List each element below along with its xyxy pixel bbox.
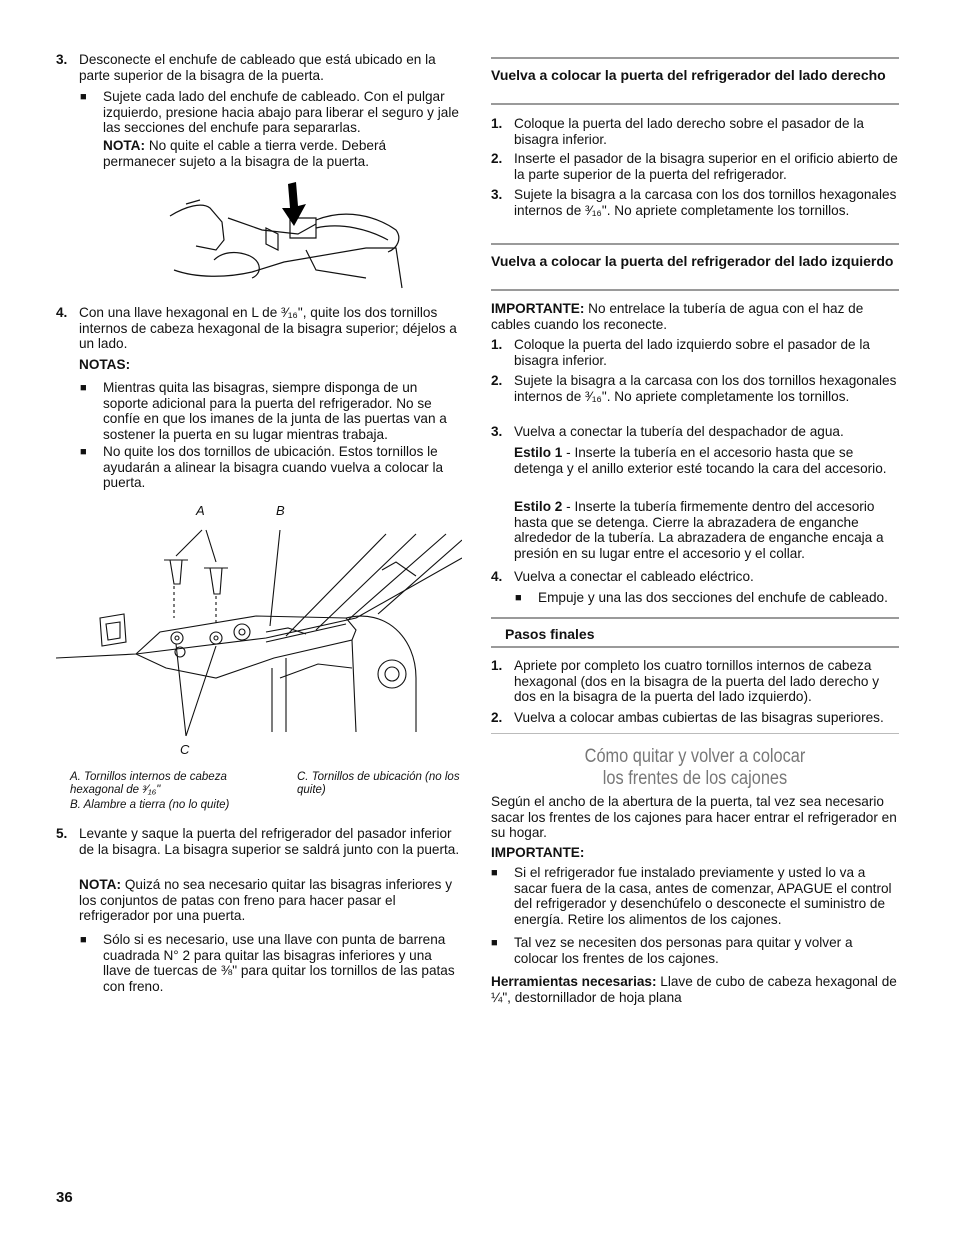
caption-c: C. Tornillos de ubicación (no los quite) <box>297 771 460 796</box>
arrow-down-icon <box>282 182 306 226</box>
figure-label-c: C <box>180 742 190 757</box>
bullet-text: No quite los dos tornillos de ubicación. Estos tornillos le ayudarán a alinear la bisagra cuando vuelva a colocar la puerta. <box>103 444 444 491</box>
figure-label-b: B <box>276 503 285 518</box>
section-rule <box>491 57 899 59</box>
hinge-diagram <box>56 518 462 740</box>
step-text: Levante y saque la puerta del refrigerador del pasador inferior de la bisagra. La bisagra superior se saldrá junto con la puerta. <box>79 826 460 857</box>
section-rule <box>491 103 899 105</box>
section-heading: Vuelva a colocar la puerta del refrigerador del lado izquierdo <box>491 253 894 269</box>
note-text: No quite el cable a tierra verde. Deberá permanecer sujeto a la bisagra de la puerta. <box>103 138 387 169</box>
bullet-text: Sujete cada lado del enchufe de cableado. Con el pulgar izquierdo, presione hacia abajo para liberar el seguro y jale las secciones del enchufe para separarlas. <box>103 89 459 136</box>
bullet-icon: ■ <box>80 91 87 103</box>
section-rule <box>491 243 899 245</box>
caption-b: B. Alambre a tierra (no lo quite) <box>70 799 230 811</box>
note-label: NOTA: <box>103 138 146 153</box>
caption-a: A. Tornillos internos de cabeza hexagonal de ³⁄₁₆" <box>70 771 227 796</box>
note-label: NOTA: <box>79 877 122 892</box>
note-text: Quizá no sea necesario quitar las bisagras inferiores y los conjuntos de patas con freno para hacer pasar el refrigerador por una puerta. <box>79 877 452 924</box>
section-heading: Vuelva a colocar la puerta del refrigerador del lado derecho <box>491 67 886 83</box>
bullet-text: Sólo si es necesario, use una llave con punta de barrena cuadrada N° 2 para quitar las bisagras inferiores y una llave de tuercas de ⅜" para quitar los tornillos de las patas con freno. <box>103 932 455 994</box>
step-number: 4. <box>56 305 68 320</box>
section-title: los frentes de los cajones <box>602 768 788 789</box>
section-rule <box>491 289 899 291</box>
bullet-icon: ■ <box>491 937 498 949</box>
bullet-text: Mientras quita las bisagras, siempre disponga de un soporte adicional para la puerta del refrigerador. No se confíe en que los imanes de la junta de las puertas van a sostener la puerta en su lugar mientras trabaja. <box>103 380 447 442</box>
bullet-icon: ■ <box>80 446 87 458</box>
section-heading: Pasos finales <box>505 626 595 642</box>
unplug-illustration <box>166 178 416 292</box>
bullet-icon: ■ <box>80 934 87 946</box>
section-rule <box>491 617 899 619</box>
bullet-icon: ■ <box>491 867 498 879</box>
step-text: Con una llave hexagonal en L de ³⁄₁₆", quite los dos tornillos internos de cabeza hexagonal de la bisagra superior; déjelos a un lado. <box>79 305 457 352</box>
section-rule <box>491 646 899 648</box>
section-title: Cómo quitar y volver a colocar <box>584 746 806 767</box>
step-number: 5. <box>56 826 68 841</box>
figure-label-a: A <box>196 503 205 518</box>
divider <box>491 733 899 734</box>
bullet-icon: ■ <box>515 592 522 604</box>
page-number: 36 <box>56 1189 73 1206</box>
bullet-icon: ■ <box>80 382 87 394</box>
step-text: Desconecte el enchufe de cableado que está ubicado en la parte superior de la bisagra de la puerta. <box>79 52 436 83</box>
step-number: 3. <box>56 52 68 67</box>
